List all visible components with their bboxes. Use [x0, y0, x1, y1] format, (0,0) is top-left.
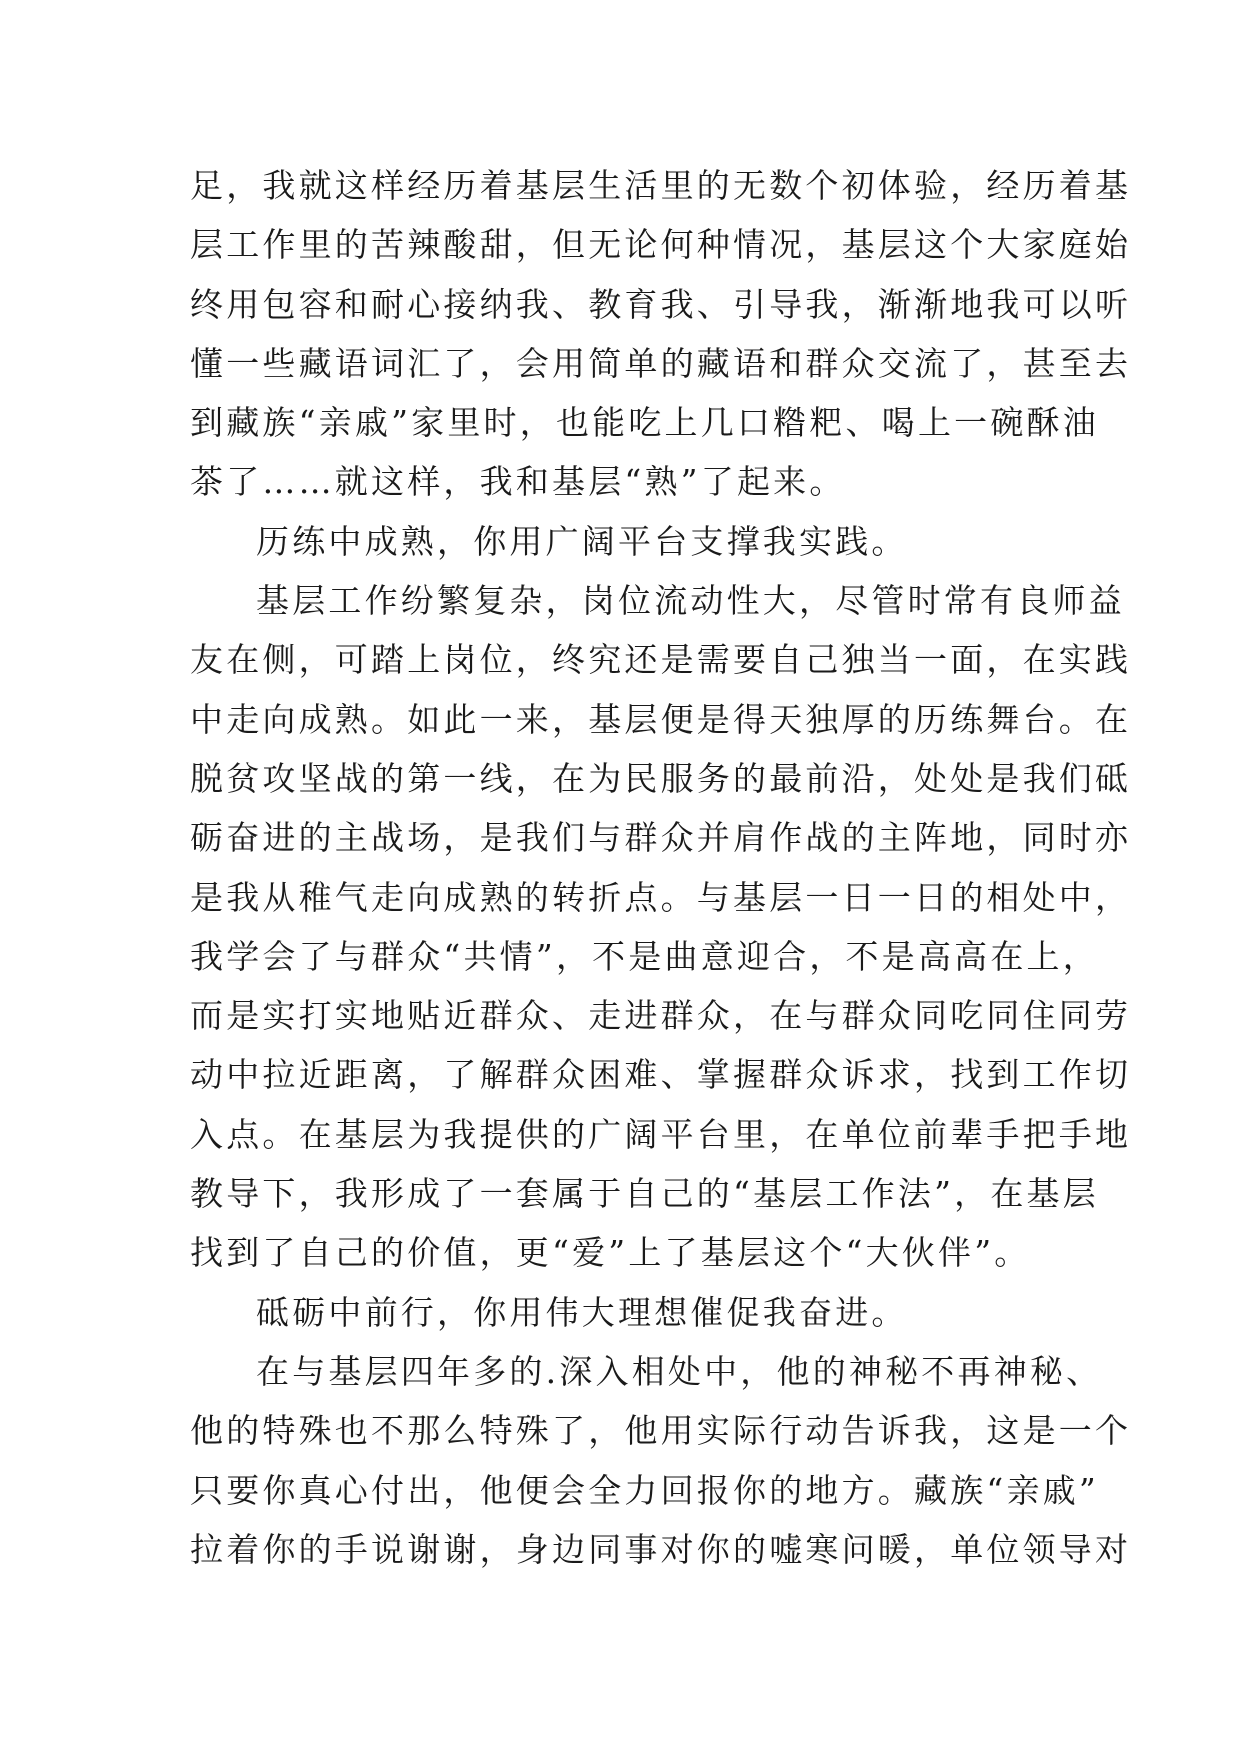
text-line: 他的特殊也不那么特殊了，他用实际行动告诉我，这是一个: [190, 1411, 1132, 1451]
text-line: 足，我就这样经历着基层生活里的无数个初体验，经历着基: [190, 166, 1132, 205]
body-text: [190, 156, 1132, 1579]
text-line: 我学会了与群众“共情”，不是曲意迎合，不是高高在上，: [190, 936, 1099, 976]
text-line: 脱贫攻坚战的第一线，在为民服务的最前沿，处处是我们砥: [190, 758, 1132, 798]
text-line: 到藏族“亲戚”家里时，也能吃上几口糌粑、喝上一碗酥油: [190, 403, 1099, 443]
text-line: 入点。在基层为我提供的广阔平台里，在单位前辈手把手地: [190, 1114, 1132, 1154]
text-line: 而是实打实地贴近群众、走进群众，在与群众同吃同住同劳: [190, 996, 1132, 1036]
text-line: 拉着你的手说谢谢，身边同事对你的嘘寒问暖，单位领导对: [190, 1529, 1132, 1569]
paragraph-heading: 历练中成熟，你用广阔平台支撑我实践。: [256, 521, 908, 561]
text-line: 教导下，我形成了一套属于自己的“基层工作法”，在基层: [190, 1174, 1099, 1214]
text-line: 只要你真心付出，他便会全力回报你的地方。藏族“亲戚”: [190, 1470, 1099, 1510]
text-line: 找到了自己的价值，更“爱”上了基层这个“大伙伴”。: [190, 1233, 1031, 1273]
text-line: 终用包容和耐心接纳我、教育我、引导我，渐渐地我可以听: [190, 284, 1132, 324]
text-line: 茶了……就这样，我和基层“熟”了起来。: [190, 462, 846, 502]
text-line: 基层工作纷繁复杂，岗位流动性大，尽管时常有良师益: [256, 581, 1125, 621]
text-line: 中走向成熟。如此一来，基层便是得天独厚的历练舞台。在: [190, 699, 1132, 739]
text-line: 友在侧，可踏上岗位，终究还是需要自己独当一面，在实践: [190, 640, 1132, 680]
text-line: 在与基层四年多的.深入相处中，他的神秘不再神秘、: [256, 1351, 1103, 1391]
text-line: 砺奋进的主战场，是我们与群众并肩作战的主阵地，同时亦: [190, 818, 1132, 858]
text-line: 是我从稚气走向成熟的转折点。与基层一日一日的相处中，: [190, 877, 1132, 917]
text-line: 懂一些藏语词汇了，会用简单的藏语和群众交流了，甚至去: [190, 343, 1132, 383]
paragraph-heading: 砥砺中前行，你用伟大理想催促我奋进。: [256, 1292, 908, 1332]
text-line: 层工作里的苦辣酸甜，但无论何种情况，基层这个大家庭始: [190, 225, 1132, 265]
text-line: 动中拉近距离，了解群众困难、掌握群众诉求，找到工作切: [190, 1055, 1132, 1095]
